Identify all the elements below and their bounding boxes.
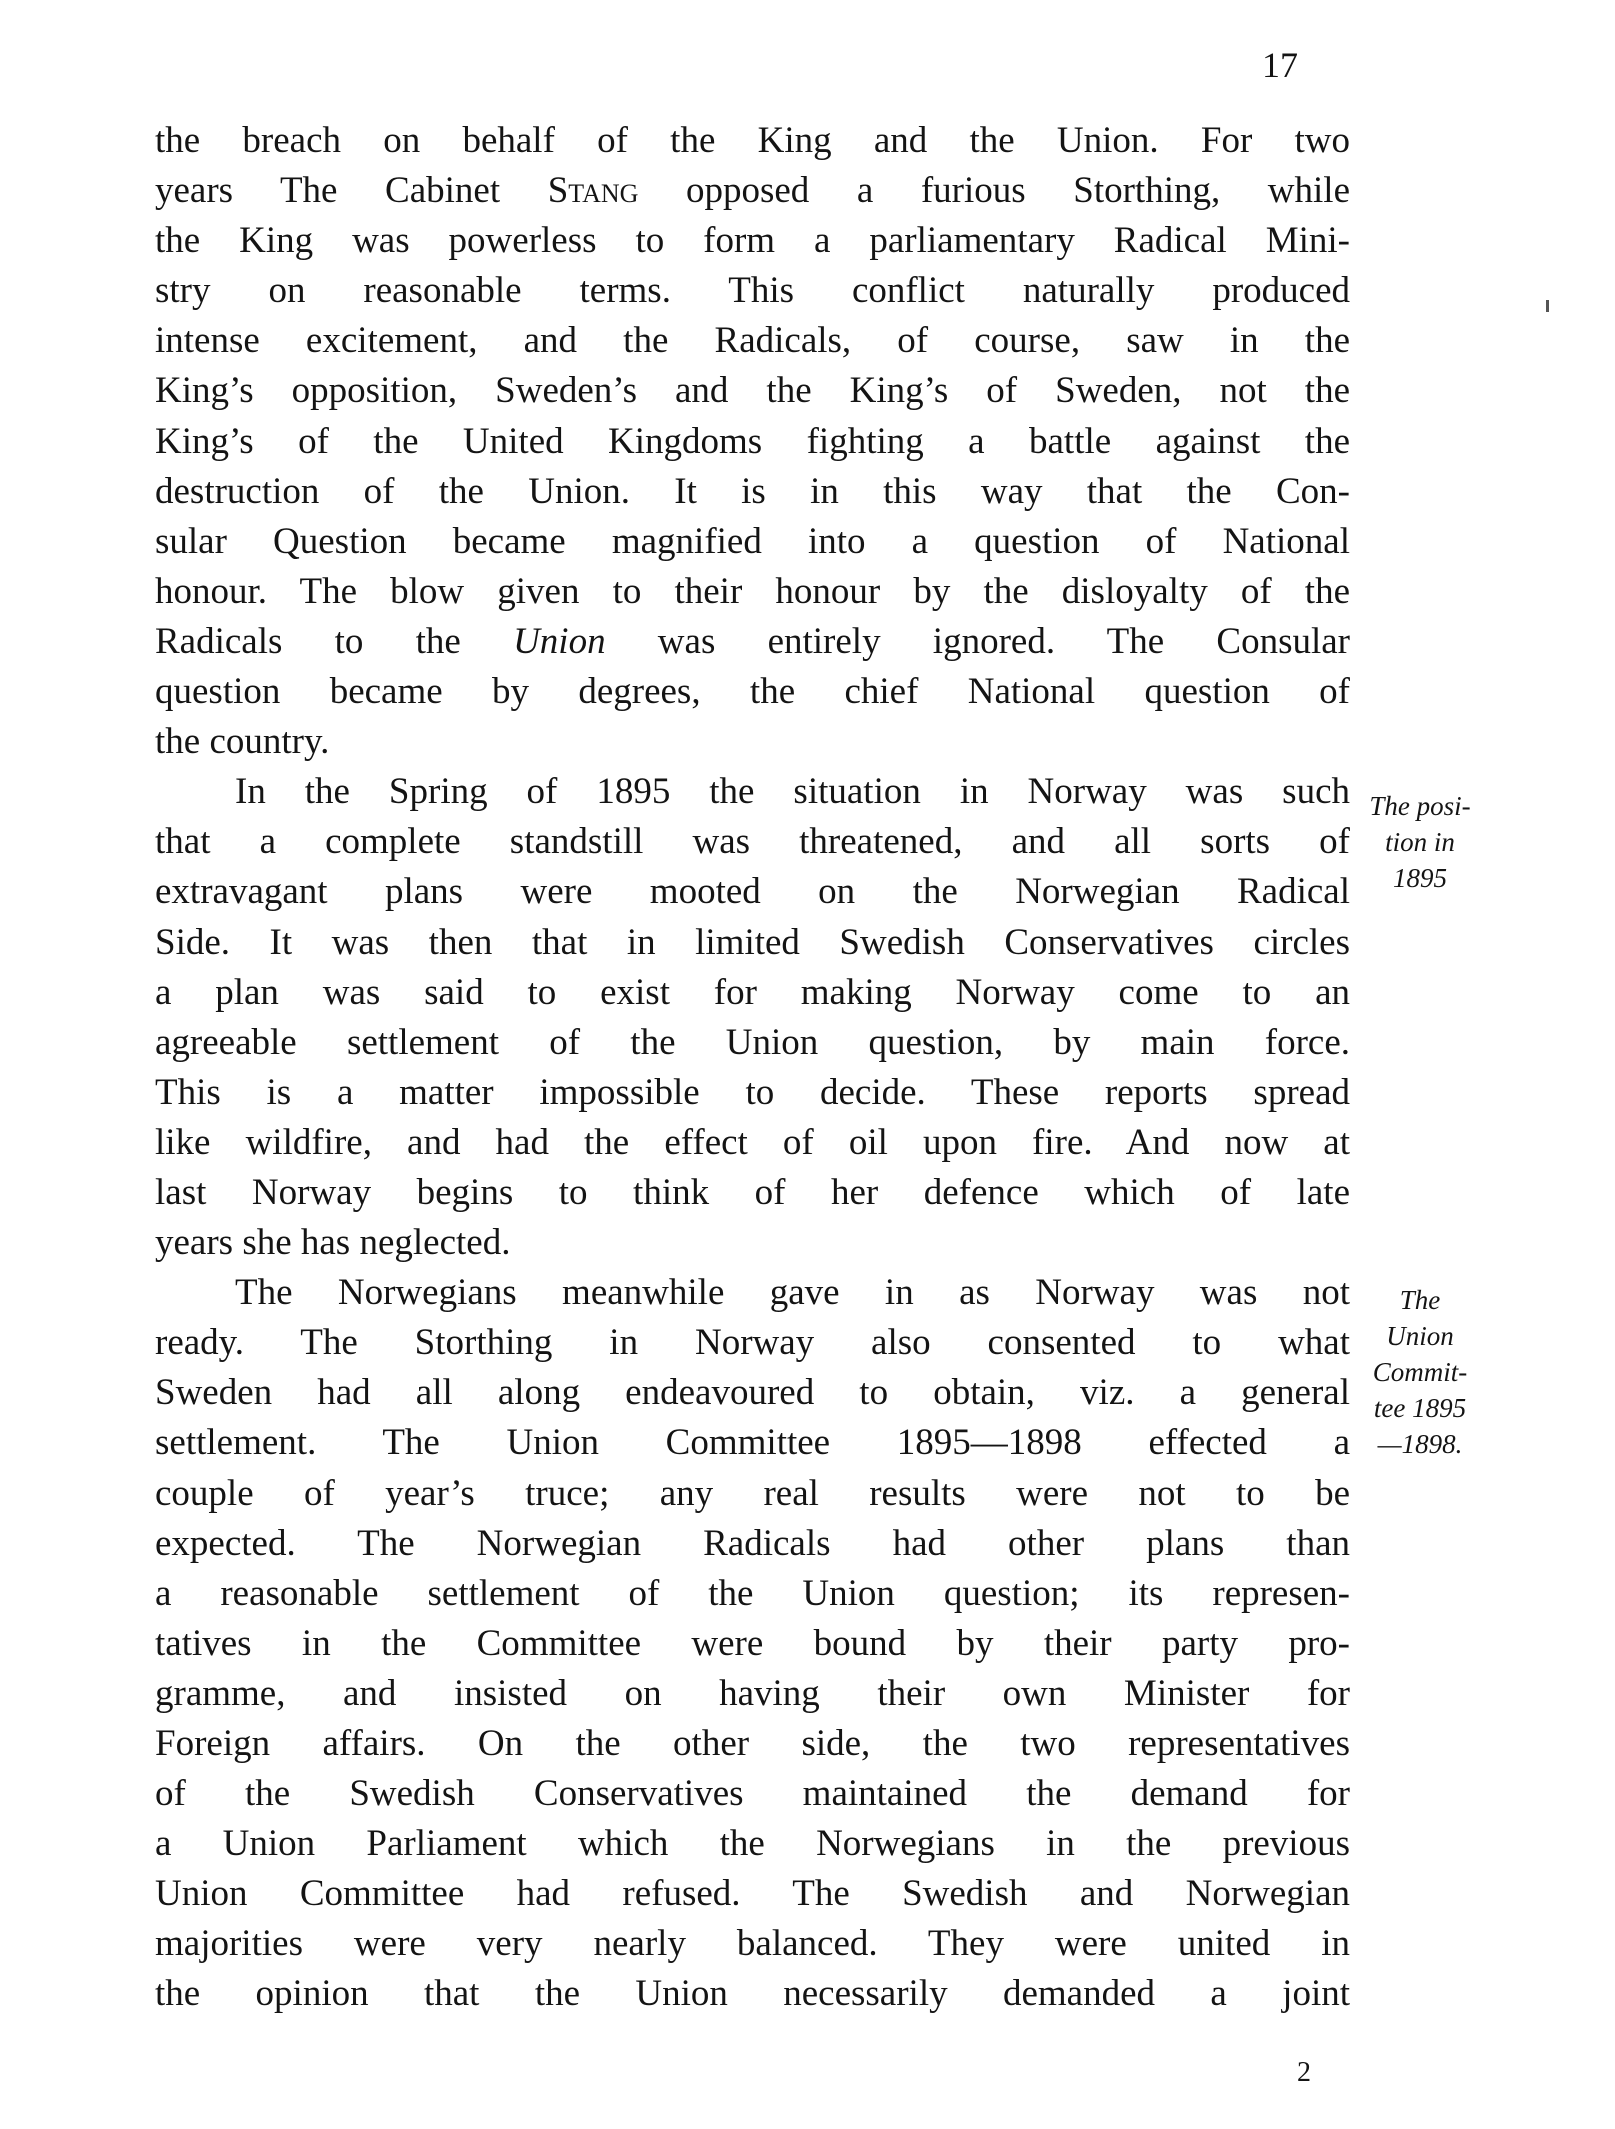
text-line: a plan was said to exist for making Norway come to an (155, 971, 1350, 1013)
text-line: years The Cabinet Stang opposed a furious Storthing, while (155, 170, 1350, 212)
margin-note-line: Commit- (1372, 1357, 1468, 1387)
text-line: sular Question became magnified into a question of National (155, 520, 1350, 562)
text-line: settlement. The Union Committee 1895—1898 effected a (155, 1422, 1350, 1464)
signature-mark: 2 (1297, 2057, 1311, 2088)
margin-note-position-1895 (1355, 788, 1485, 896)
text-line: agreeable settlement of the Union question, by main force. (155, 1021, 1350, 1063)
text-line: stry on reasonable terms. This conflict naturally produced (155, 270, 1350, 312)
text-line: honour. The blow given to their honour by the disloyalty of the (155, 570, 1350, 612)
body-text (155, 116, 1350, 2020)
text-line: In the Spring of 1895 the situation in Norway was such (235, 771, 1350, 813)
text-line: Radicals to the Union was entirely ignored. The Consular (155, 620, 1350, 662)
text-line: Sweden had all along endeavoured to obtain, viz. a general (155, 1372, 1350, 1414)
text-line: the country. (155, 721, 330, 763)
text-line: expected. The Norwegian Radicals had other plans than (155, 1522, 1350, 1564)
text-line: of the Swedish Conservatives maintained the demand for (155, 1773, 1350, 1815)
margin-note-line: 1895 (1393, 863, 1447, 893)
page-number: 17 (1262, 45, 1298, 85)
text-line: Union Committee had refused. The Swedish and Norwegian (155, 1873, 1350, 1915)
text-line: a Union Parliament which the Norwegians in the previous (155, 1823, 1350, 1865)
text-line: King’s opposition, Sweden’s and the King’s of Sweden, not the (155, 370, 1350, 412)
text-line: years she has neglected. (155, 1222, 511, 1264)
ink-speck (1546, 300, 1549, 312)
margin-note-line: tee 1895 (1373, 1393, 1467, 1423)
text-line: destruction of the Union. It is in this way that the Con- (155, 470, 1350, 512)
text-line: that a complete standstill was threatened, and all sorts of (155, 821, 1350, 863)
text-line: majorities were very nearly balanced. They were united in (155, 1923, 1350, 1965)
margin-note-line: tion in (1385, 827, 1455, 857)
text-line: Side. It was then that in limited Swedish Conservatives circles (155, 921, 1350, 963)
text-line: gramme, and insisted on having their own Minister for (155, 1672, 1350, 1714)
text-line: ready. The Storthing in Norway also consented to what (155, 1322, 1350, 1364)
text-line: like wildfire, and had the effect of oil upon fire. And now at (155, 1121, 1350, 1163)
text-line: the opinion that the Union necessarily demanded a joint (155, 1973, 1350, 2015)
text-line: a reasonable settlement of the Union question; its represen- (155, 1572, 1350, 1614)
text-line: last Norway begins to think of her defence which of late (155, 1171, 1350, 1213)
text-line: The Norwegians meanwhile gave in as Norway was not (235, 1272, 1350, 1314)
text-line: King’s of the United Kingdoms fighting a battle against the (155, 420, 1350, 462)
text-line: Foreign affairs. On the other side, the two representatives (155, 1723, 1350, 1764)
text-line: couple of year’s truce; any real results were not to be (155, 1472, 1350, 1514)
text-line: intense excitement, and the Radicals, of course, saw in the (155, 320, 1350, 362)
text-line: extravagant plans were mooted on the Norwegian Radical (155, 871, 1350, 913)
text-line: the breach on behalf of the King and the Union. For two (155, 120, 1350, 161)
margin-note-line: Union (1386, 1321, 1454, 1351)
text-line: the King was powerless to form a parliamentary Radical Mini- (155, 220, 1350, 262)
text-line: This is a matter impossible to decide. These reports spread (155, 1071, 1350, 1113)
margin-note-line: The (1399, 1285, 1441, 1315)
text-line: tatives in the Committee were bound by their party pro- (155, 1622, 1350, 1664)
margin-note-line: The posi- (1369, 791, 1471, 821)
margin-note-union-committee (1355, 1282, 1485, 1462)
text-line: question became by degrees, the chief National question of (155, 671, 1350, 713)
margin-note-line: —1898. (1377, 1429, 1463, 1459)
